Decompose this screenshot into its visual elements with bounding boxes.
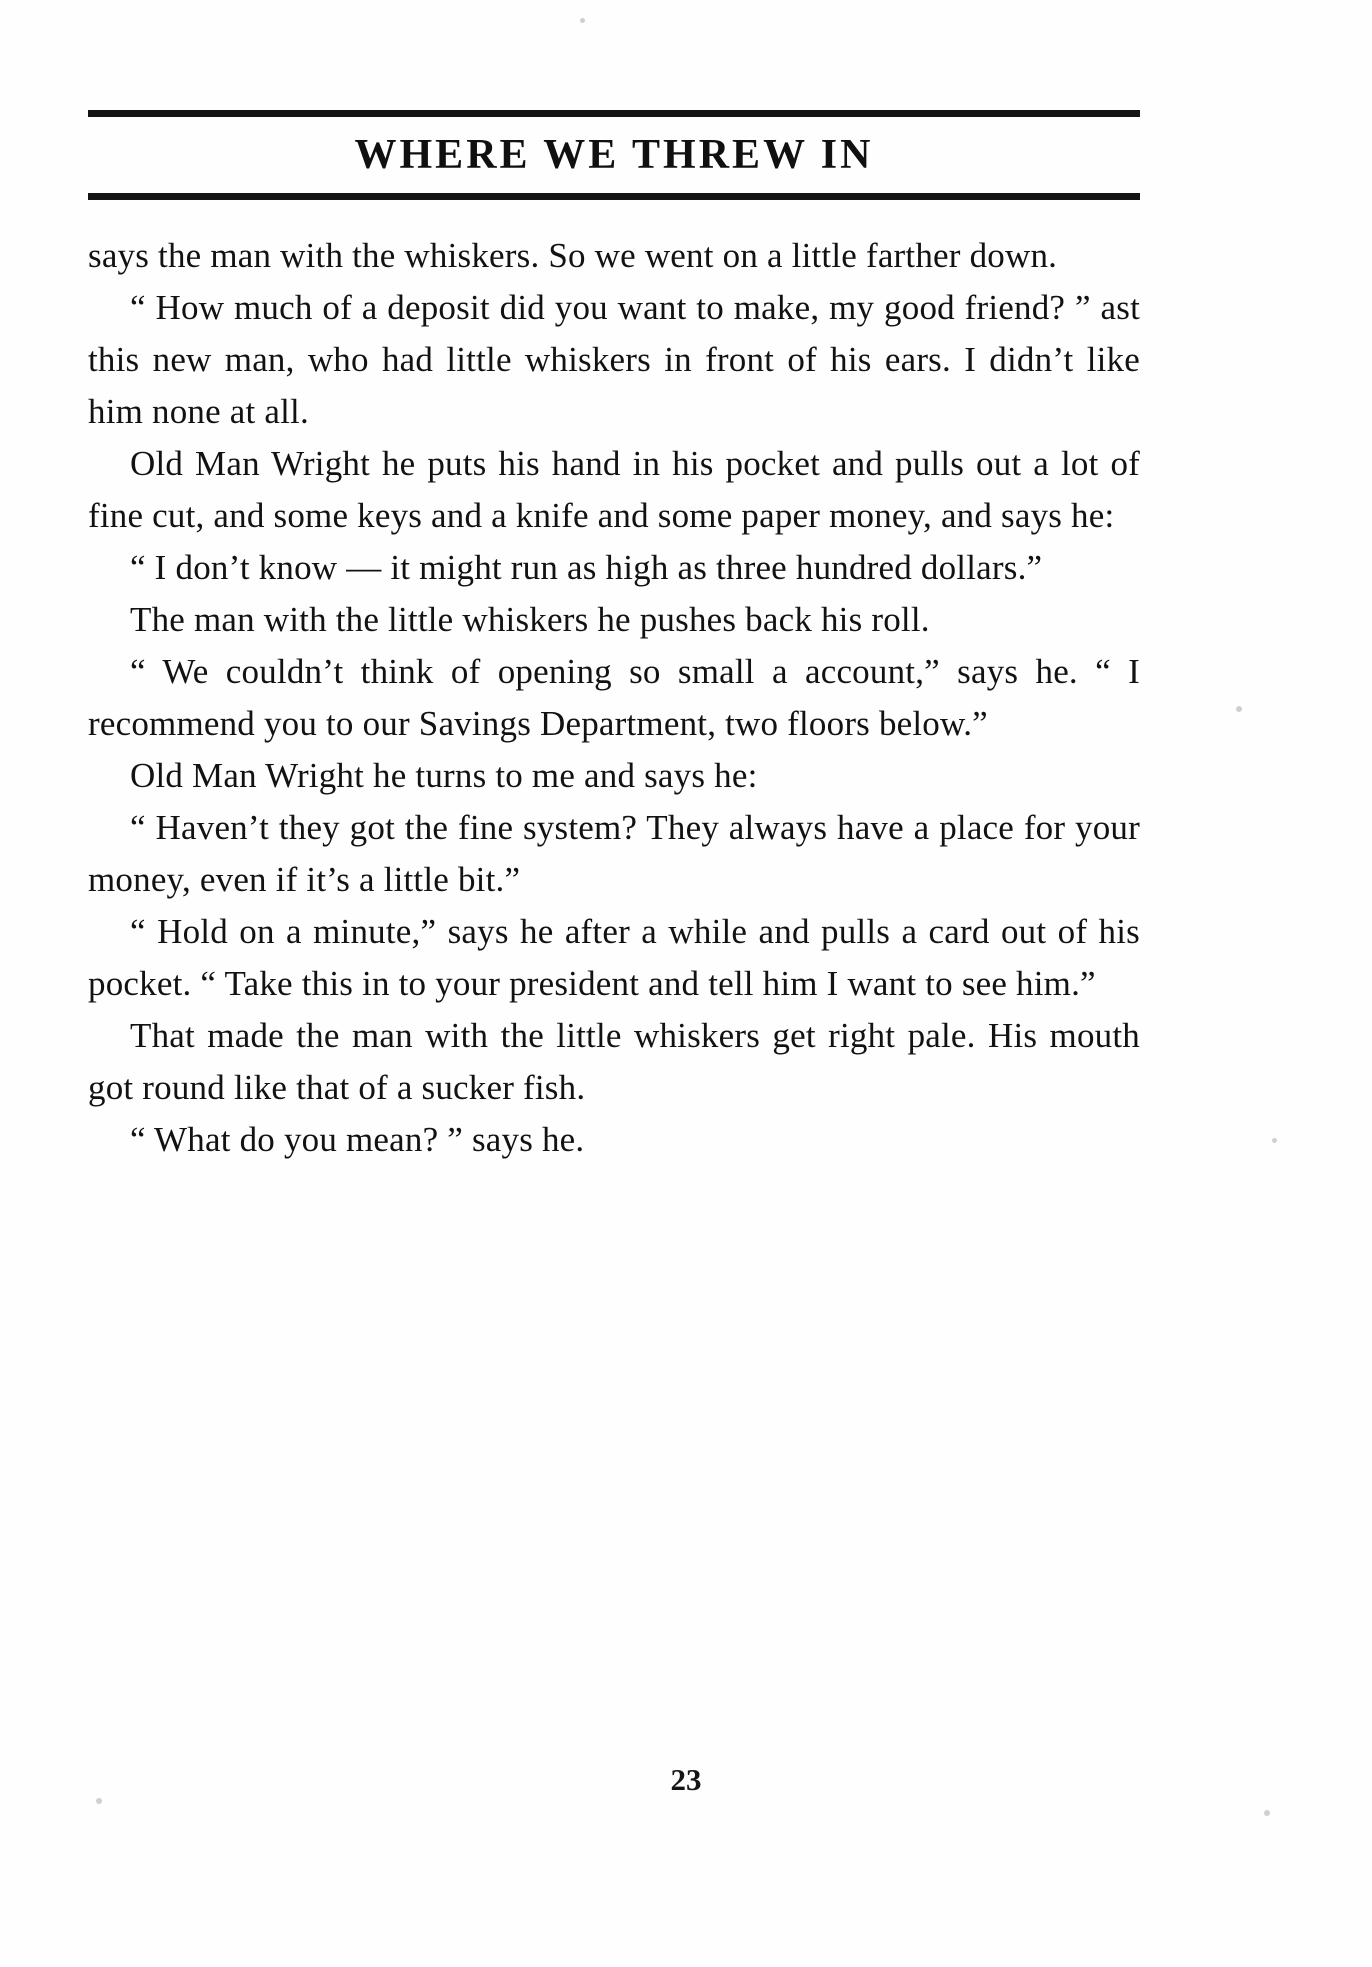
- paragraph: That made the man with the little whiskers get right pale. His mouth got round like that of a sucker fish.: [88, 1016, 1140, 1107]
- paragraph: “ Hold on a minute,” says he after a while and pulls a card out of his pocket. “ Take this in to your president and tell him I want to see him.”: [88, 912, 1140, 1003]
- paragraph: “ What do you mean? ” says he.: [130, 1120, 585, 1159]
- scan-speck: [1272, 1138, 1277, 1143]
- scan-speck: [1236, 706, 1242, 712]
- paragraph: Old Man Wright he turns to me and says he:: [130, 756, 758, 795]
- page-content: [88, 110, 1140, 1166]
- paragraph: The man with the little whiskers he pushes back his roll.: [130, 600, 930, 639]
- paragraph: “ We couldn’t think of opening so small a account,” says he. “ I recommend you to our Savings Department, two floors below.”: [88, 652, 1140, 743]
- header-rule-top: [88, 110, 1140, 117]
- running-head: WHERE WE THREW IN: [354, 132, 874, 178]
- paragraph: “ Haven’t they got the fine system? They always have a place for your money, even if it’s a little bit.”: [88, 808, 1140, 899]
- paragraph: “ How much of a deposit did you want to make, my good friend? ” ast this new man, who had little whiskers in front of his ears. I didn’t like him none at all.: [88, 288, 1140, 431]
- paragraph: Old Man Wright he puts his hand in his pocket and pulls out a lot of fine cut, and some keys and a knife and some paper money, and says he:: [88, 444, 1140, 535]
- page-header: [88, 110, 1140, 200]
- header-rule-bottom: [88, 193, 1140, 200]
- scan-speck: [580, 18, 585, 23]
- paragraph: “ I don’t know — it might run as high as three hundred dollars.”: [130, 548, 1043, 587]
- scan-speck: [96, 1798, 102, 1804]
- page-number: 23: [670, 1762, 702, 1797]
- paragraph: says the man with the whiskers. So we went on a little farther down.: [88, 236, 1058, 275]
- body-text: [88, 230, 1140, 1166]
- scan-speck: [1264, 1810, 1270, 1816]
